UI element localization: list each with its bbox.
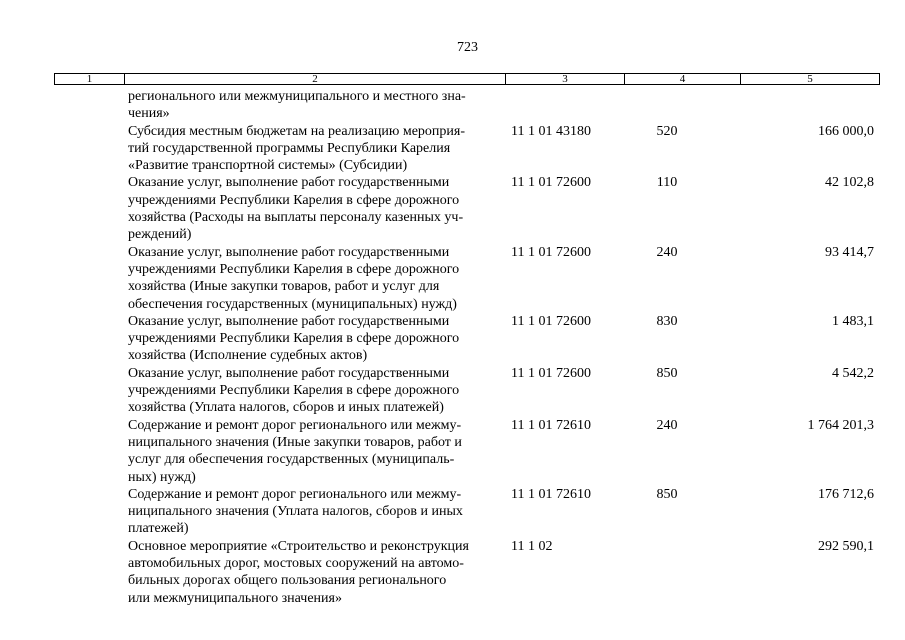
description-line: платежей) <box>128 521 189 537</box>
description-line: хозяйства (Исполнение судебных актов) <box>128 348 368 364</box>
row-code: 11 1 01 72610 <box>511 417 591 433</box>
row-amount: 166 000,0 <box>818 123 874 139</box>
table-row <box>54 174 880 243</box>
empty-cell <box>54 417 124 486</box>
description-line: Содержание и ремонт дорог регионального или межму- <box>128 486 462 502</box>
description-line: ных) нужд) <box>128 469 196 485</box>
empty-cell <box>54 313 124 365</box>
row-amount: 176 712,6 <box>818 486 874 502</box>
row-code <box>505 88 624 123</box>
row-expense-type: 520 <box>656 123 678 139</box>
column-number-5: 5 <box>807 73 813 85</box>
description-line: автомобильных дорог, мостовых сооружений на автомо- <box>128 556 464 572</box>
description-line: Основное мероприятие «Строительство и реконструкция <box>128 538 469 554</box>
description-line: тий государственной программы Республики Карелия <box>128 140 451 156</box>
description-line: хозяйства (Уплата налогов, сборов и иных платежей) <box>128 400 444 416</box>
description-line: учреждениями Республики Карелия в сфере дорожного <box>128 192 460 208</box>
table-body <box>54 88 880 607</box>
description-line: ниципального значения (Иные закупки товаров, работ и <box>128 434 462 450</box>
row-description <box>124 365 505 417</box>
row-description <box>124 174 505 243</box>
empty-cell <box>54 88 124 123</box>
column-number-2: 2 <box>125 74 506 84</box>
page-number: 723 <box>457 40 478 55</box>
description-line: или межмуниципального значения» <box>128 590 342 606</box>
row-expense-type: 110 <box>656 175 678 191</box>
row-amount: 1 483,1 <box>832 313 874 329</box>
row-code: 11 1 01 72600 <box>511 365 591 381</box>
column-number-1: 1 <box>55 74 125 84</box>
row-description <box>124 313 505 365</box>
row-amount: 4 542,2 <box>832 365 874 381</box>
description-line: Оказание услуг, выполнение работ государственными <box>128 313 450 329</box>
row-code: 11 1 01 72600 <box>511 175 591 191</box>
row-description <box>124 538 505 607</box>
description-line: чения» <box>128 106 170 122</box>
table-row <box>54 88 880 123</box>
column-number-3: 3 <box>506 74 625 84</box>
row-expense-type: 830 <box>656 313 678 329</box>
description-line: хозяйства (Иные закупки товаров, работ и услуг для <box>128 279 440 295</box>
description-line: Оказание услуг, выполнение работ государственными <box>128 175 450 191</box>
row-amount <box>740 88 880 123</box>
description-line: учреждениями Республики Карелия в сфере дорожного <box>128 261 460 277</box>
row-amount: 42 102,8 <box>825 175 874 191</box>
row-description <box>124 486 505 538</box>
table-row <box>54 244 880 313</box>
description-line: реждений) <box>128 227 192 243</box>
row-code: 11 1 01 72600 <box>511 313 591 329</box>
row-description <box>124 417 505 486</box>
row-expense-type: 850 <box>656 486 678 502</box>
empty-cell <box>54 244 124 313</box>
description-line: Оказание услуг, выполнение работ государственными <box>128 244 450 260</box>
description-line: Содержание и ремонт дорог регионального или межму- <box>128 417 462 433</box>
description-line: обеспечения государственных (муниципальных) нужд) <box>128 296 457 312</box>
row-code: 11 1 01 72610 <box>511 486 591 502</box>
row-description <box>124 244 505 313</box>
row-description <box>124 88 505 123</box>
row-code: 11 1 02 <box>511 538 553 554</box>
row-expense-type <box>624 88 740 123</box>
row-amount: 1 764 201,3 <box>807 417 874 433</box>
row-code: 11 1 01 72600 <box>511 244 591 260</box>
description-line: учреждениями Республики Карелия в сфере дорожного <box>128 383 460 399</box>
empty-cell <box>54 123 124 175</box>
row-expense-type <box>624 538 740 607</box>
table-row <box>54 123 880 175</box>
row-amount: 292 590,1 <box>818 538 874 554</box>
description-line: Оказание услуг, выполнение работ государственными <box>128 365 450 381</box>
empty-cell <box>54 365 124 417</box>
description-line: Субсидия местным бюджетам на реализацию мероприя- <box>128 123 466 139</box>
table-row <box>54 417 880 486</box>
table-row <box>54 313 880 365</box>
empty-cell <box>54 174 124 243</box>
description-line: учреждениями Республики Карелия в сфере дорожного <box>128 331 460 347</box>
column-number-4: 4 <box>625 74 741 84</box>
description-line: хозяйства (Расходы на выплаты персоналу казенных уч- <box>128 210 464 226</box>
row-expense-type: 850 <box>656 365 678 381</box>
description-line: «Развитие транспортной системы» (Субсидии) <box>128 158 408 174</box>
description-line: услуг для обеспечения государственных (муниципаль- <box>128 452 455 468</box>
row-expense-type: 240 <box>656 417 678 433</box>
row-code: 11 1 01 43180 <box>511 123 591 139</box>
table-header-row <box>54 73 880 85</box>
empty-cell <box>54 538 124 607</box>
description-line: ниципального значения (Уплата налогов, сборов и иных <box>128 504 463 520</box>
table-row <box>54 365 880 417</box>
description-line: бильных дорогах общего пользования регионального <box>128 573 447 589</box>
description-line: регионального или межмуниципального и местного зна- <box>128 89 466 104</box>
table-row <box>54 486 880 538</box>
row-amount: 93 414,7 <box>825 244 874 260</box>
empty-cell <box>54 486 124 538</box>
table-row <box>54 538 880 607</box>
row-description <box>124 123 505 175</box>
row-expense-type: 240 <box>656 244 678 260</box>
